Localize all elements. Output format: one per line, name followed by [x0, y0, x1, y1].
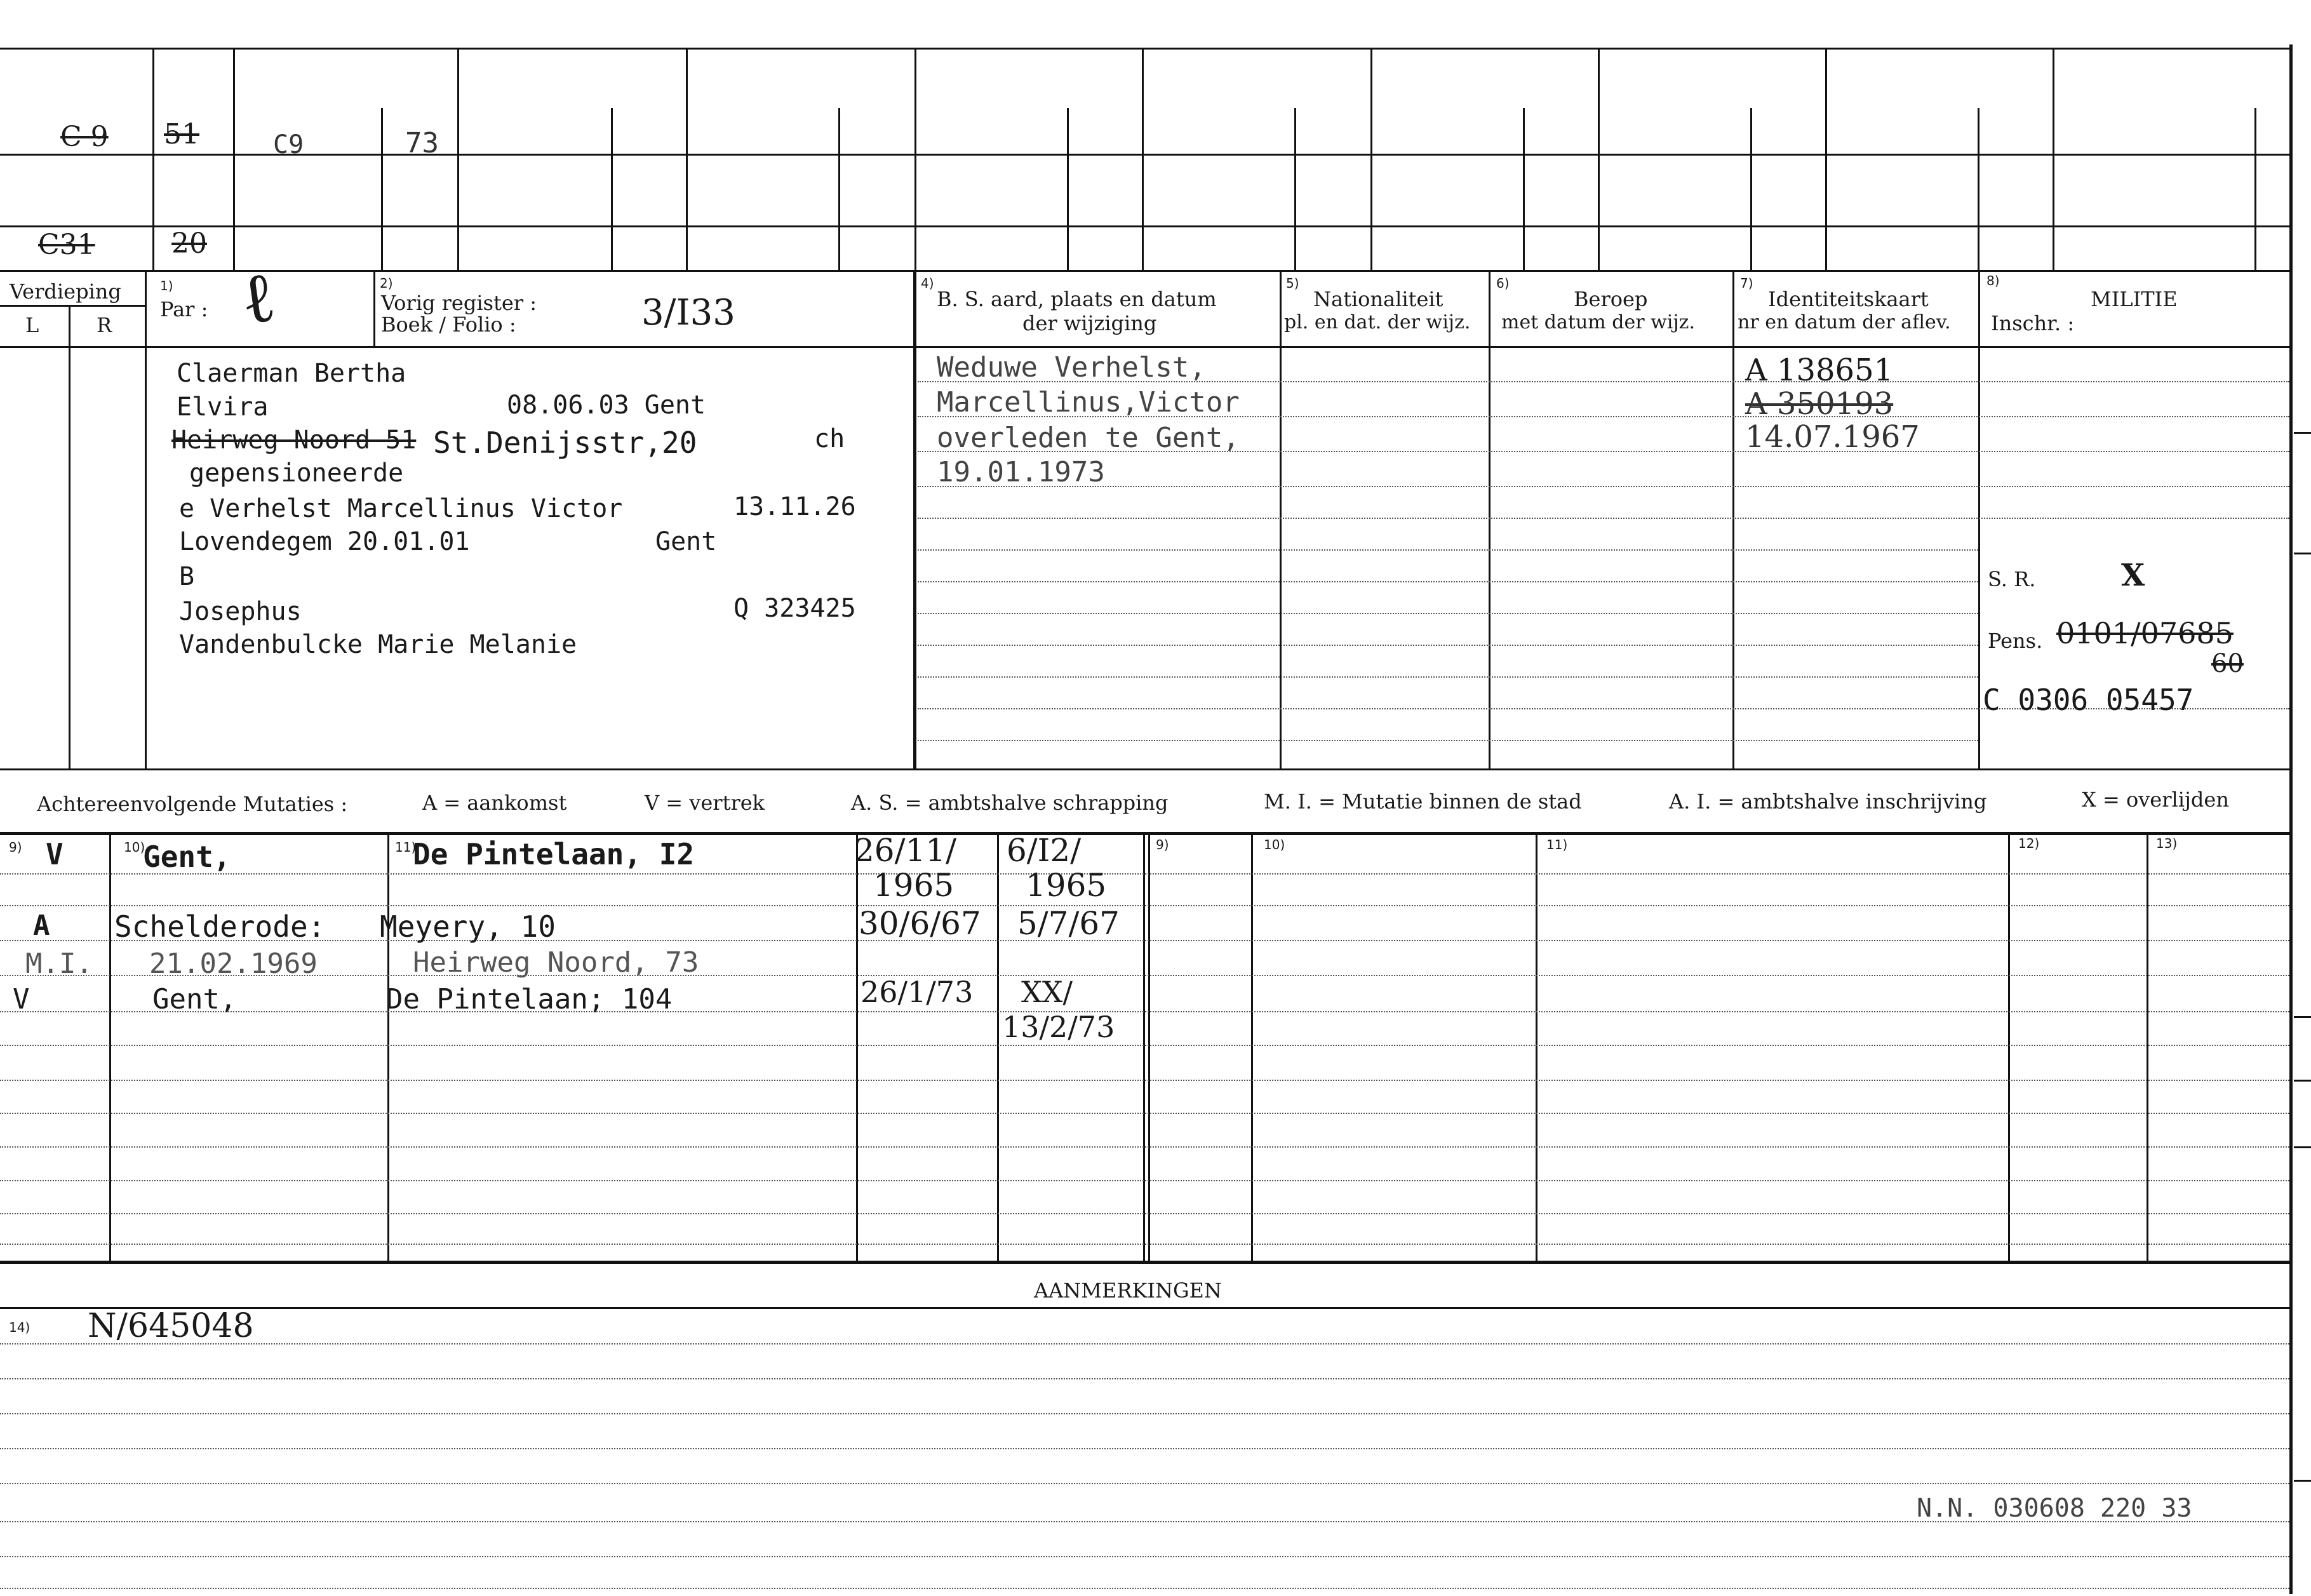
par-mark: ℓ — [236, 255, 281, 341]
mut-2-date1: 30/6/67 — [859, 905, 981, 942]
remarks-value: N/645048 — [88, 1307, 254, 1345]
mut-2-address: Meyery, 10 — [380, 909, 556, 944]
legend-mi: M. I. = Mutatie binnen de stad — [1264, 789, 1582, 814]
spouse-birth: Lovendegem 20.01.01 — [179, 527, 470, 556]
mother-name: Vandenbulcke Marie Melanie — [179, 630, 577, 659]
verdieping-label: Verdieping — [10, 279, 121, 304]
mut-2-place: Schelderode: — [114, 909, 326, 944]
person-occupation: gepensioneerde — [189, 459, 404, 488]
spouse-date: 13.11.26 — [733, 492, 856, 521]
col-13: 13) — [2156, 836, 2178, 851]
spouse-place: Gent — [655, 527, 717, 556]
sr-label: S. R. — [1988, 567, 2036, 591]
mut-4-date2: XX/ — [1021, 975, 1073, 1009]
mut-3-type: M.I. — [25, 948, 93, 980]
mut-4-type: V — [13, 983, 30, 1016]
person-name-2: Elvira — [177, 392, 269, 422]
civil-status-line-3: overleden te Gent, — [937, 422, 1240, 454]
pens-number: C 0306 05457 — [1983, 683, 2194, 717]
father-name: Josephus — [179, 597, 302, 626]
mut-2-date2: 5/7/67 — [1017, 905, 1120, 942]
mut-1-type: V — [46, 837, 64, 871]
pens-value: 0101/07685 — [2056, 616, 2234, 650]
nn-number: N.N. 030608 220 33 — [1917, 1494, 2192, 1523]
pens-suffix: 60 — [2211, 649, 2244, 678]
beroep-header-1: Beroep — [1574, 287, 1648, 311]
bs-header-1: B. S. aard, plaats en datum — [937, 287, 1217, 311]
legend-a: A = aankomst — [422, 791, 567, 815]
mut-1-address: De Pintelaan, I2 — [413, 837, 695, 871]
col-9b: 9) — [1156, 837, 1169, 852]
person-marker: ch — [814, 424, 845, 453]
top-code-1: C 9 — [60, 121, 109, 153]
remarks-num: 14) — [9, 1320, 30, 1335]
remarks-title: AANMERKINGEN — [1034, 1278, 1222, 1303]
militie-header: MILITIE — [2091, 287, 2178, 311]
id-card-2: A 350193 — [1745, 386, 1894, 422]
top-code-2: 51 — [164, 118, 199, 151]
legend-as: A. S. = ambtshalve schrapping — [851, 791, 1169, 815]
legend-v: V = vertrek — [645, 791, 765, 815]
mut-1-date1: 26/11/ — [854, 832, 956, 869]
mut-1-place: Gent, — [143, 840, 231, 874]
id-header-1: Identiteitskaart — [1768, 287, 1929, 311]
h5-num: 5) — [1286, 276, 1299, 291]
mut-3-address: Heirweg Noord, 73 — [413, 946, 699, 979]
civil-status-line-1: Weduwe Verhelst, — [937, 351, 1206, 384]
col-10: 10) — [124, 840, 145, 855]
mut-4-date2b: 13/2/73 — [1002, 1010, 1115, 1044]
mut-4-address: De Pintelaan; 104 — [386, 983, 673, 1016]
h1-num: 1) — [160, 278, 173, 293]
mut-4-date1: 26/1/73 — [861, 975, 974, 1009]
h8-num: 8) — [1986, 273, 2000, 288]
person-old-address: Heirweg Noord 51 — [171, 426, 417, 455]
col-11: 11) — [395, 840, 417, 855]
boek-folio-label: Boek / Folio : — [381, 312, 516, 337]
father-id: Q 323425 — [733, 594, 856, 623]
par-label: Par : — [160, 297, 208, 321]
mut-4-place: Gent, — [152, 983, 237, 1016]
mut-3-place: 21.02.1969 — [149, 948, 318, 980]
legend-x: X = overlijden — [2082, 788, 2229, 812]
mut-1-date2: 6/I2/ — [1007, 832, 1082, 869]
h2-num: 2) — [380, 276, 393, 291]
nat-header-2: pl. en dat. der wijz. — [1284, 311, 1471, 333]
top-code-5: C31 — [38, 229, 95, 261]
verdieping-r: R — [97, 313, 112, 337]
col-12: 12) — [2018, 836, 2040, 851]
mut-2-type: A — [33, 909, 50, 942]
id-card-1: A 138651 — [1745, 352, 1894, 388]
bs-header-2: der wijziging — [1022, 311, 1157, 335]
vorig-register-label: Vorig register : — [381, 291, 537, 315]
top-code-4: 73 — [405, 127, 439, 159]
col-9: 9) — [9, 840, 22, 855]
civil-status-line-4: 19.01.1973 — [937, 456, 1105, 488]
id-card-3: 14.07.1967 — [1745, 419, 1920, 455]
h6-num: 6) — [1496, 276, 1510, 291]
nat-header-1: Nationaliteit — [1313, 287, 1444, 311]
person-birth: 08.06.03 Gent — [507, 391, 706, 420]
legend-title: Achtereenvolgende Mutaties : — [37, 792, 348, 816]
col-11b: 11) — [1546, 837, 1568, 852]
h4-num: 4) — [921, 276, 934, 291]
person-b: B — [179, 562, 195, 591]
id-header-2: nr en datum der aflev. — [1738, 311, 1951, 333]
mut-1-date1b: 1965 — [873, 867, 955, 904]
person-name-1: Claerman Bertha — [177, 359, 406, 388]
civil-status-line-2: Marcellinus,Victor — [937, 386, 1240, 419]
boek-folio-value: 3/I33 — [641, 292, 735, 333]
beroep-header-2: met datum der wijz. — [1501, 311, 1695, 333]
verdieping-l: L — [25, 313, 39, 337]
pens-label: Pens. — [1988, 629, 2043, 653]
mut-1-date2b: 1965 — [1026, 867, 1107, 904]
top-code-6: 20 — [171, 227, 207, 260]
col-10b: 10) — [1264, 837, 1285, 852]
inschr-label: Inschr. : — [1991, 311, 2075, 335]
h7-num: 7) — [1740, 276, 1753, 291]
sr-value: X — [2121, 558, 2145, 593]
spouse-name: e Verhelst Marcellinus Victor — [179, 494, 623, 523]
person-address: St.Denijsstr,20 — [433, 426, 697, 460]
top-code-3: C9 — [273, 130, 304, 159]
legend-ai: A. I. = ambtshalve inschrijving — [1669, 789, 1987, 814]
